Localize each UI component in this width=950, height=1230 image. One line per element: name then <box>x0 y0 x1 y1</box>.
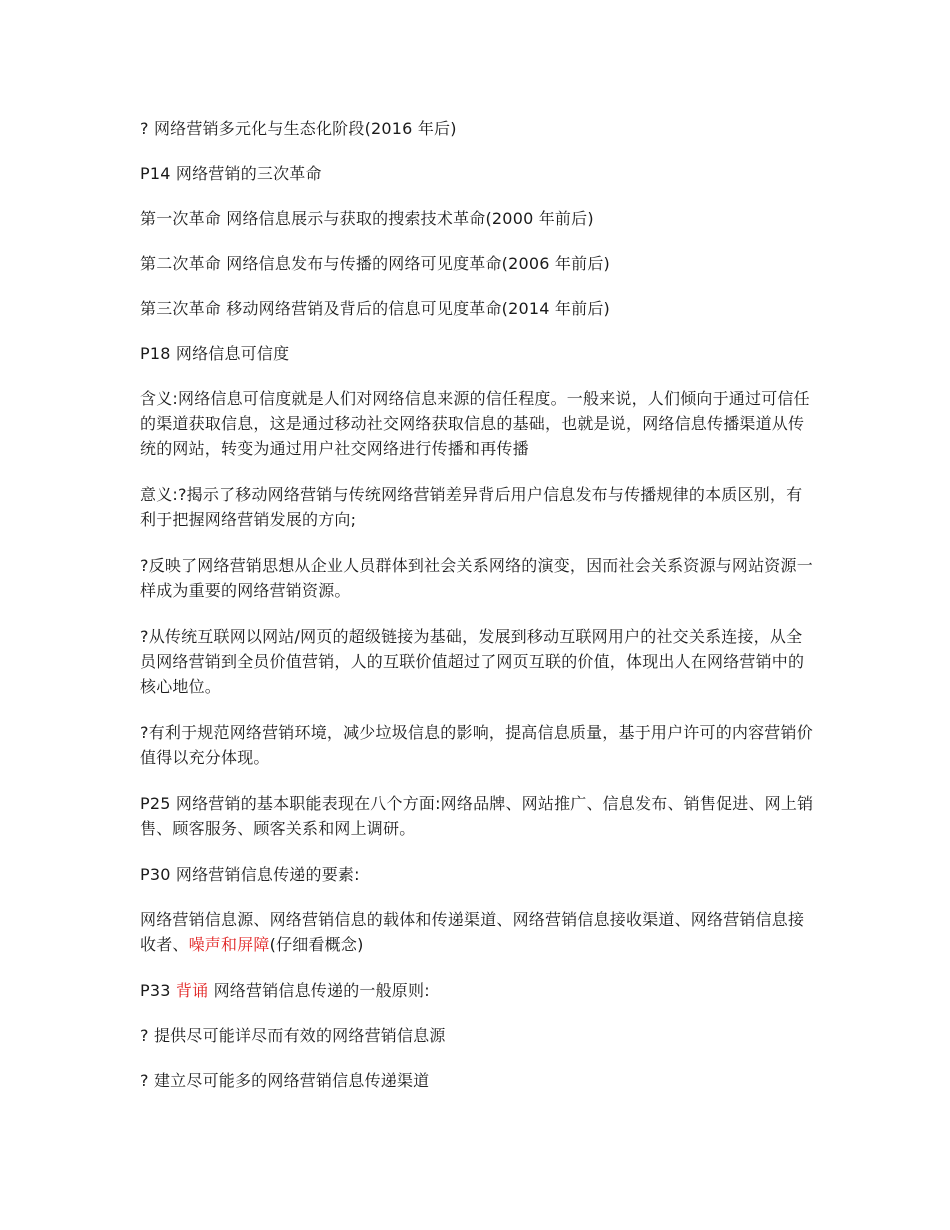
document-body <box>140 116 815 1113</box>
second-revolution: 第二次革命 网络信息发布与传播的网络可见度革命(2006 年前后) <box>140 254 610 273</box>
elements-paragraph <box>140 907 815 957</box>
p33-heading-text: 网络营销信息传递的一般原则: <box>208 981 430 1000</box>
significance-point-social-network: ?反映了网络营销思想从企业人员群体到社会关系网络的演变，因而社会关系资源与网站资源一样成为重要的网络营销资源。 <box>140 556 813 600</box>
elements-highlight-noise-barrier: 噪声和屏障 <box>188 935 270 954</box>
third-revolution: 第三次革命 移动网络营销及背后的信息可见度革命(2014 年前后) <box>140 299 610 318</box>
heading-p18-credibility: P18 网络信息可信度 <box>140 344 290 363</box>
p33-page-ref: P33 <box>140 981 176 1000</box>
credibility-meaning-paragraph: 含义:网络信息可信度就是人们对网络信息来源的信任程度。一般来说，人们倾向于通过可信任的渠道获取信息，这是通过移动社交网络获取信息的基础，也就是说，网络信息传播渠道从传统的网站，转变为通过用户社交网络进行传播和再传播 <box>140 389 810 458</box>
bullet-diversification-stage: ? 网络营销多元化与生态化阶段(2016 年后) <box>140 119 457 138</box>
heading-p14-three-revolutions: P14 网络营销的三次革命 <box>140 164 322 183</box>
heading-p30-elements: P30 网络营销信息传递的要素: <box>140 865 360 884</box>
principle-info-source: ? 提供尽可能详尽而有效的网络营销信息源 <box>140 1026 446 1045</box>
credibility-significance-paragraph: 意义:?揭示了移动网络营销与传统网络营销差异背后用户信息发布与传播规律的本质区别，有利于把握网络营销发展的方向; <box>140 485 803 529</box>
elements-note: (仔细看概念) <box>269 935 364 954</box>
heading-p33-principles <box>140 978 815 1003</box>
significance-point-environment: ?有利于规范网络营销环境，减少垃圾信息的影响，提高信息质量，基于用户许可的内容营销价值得以充分体现。 <box>140 723 813 767</box>
principle-channels: ? 建立尽可能多的网络营销信息传递渠道 <box>140 1071 430 1090</box>
significance-point-mobile-internet: ?从传统互联网以网站/网页的超级链接为基础，发展到移动互联网用户的社交关系连接，从全员网络营销到全员价值营销，人的互联价值超过了网页互联的价值，体现出人在网络营销中的核心地位。 <box>140 627 805 696</box>
p33-highlight-recite: 背诵 <box>175 981 209 1000</box>
p25-basic-functions-paragraph: P25 网络营销的基本职能表现在八个方面:网络品牌、网站推广、信息发布、销售促进、网上销售、顾客服务、顾客关系和网上调研。 <box>140 794 814 838</box>
elements-text: 网络营销信息源、网络营销信息的载体和传递渠道、网络营销信息接收渠道、网络营销信息接收者、 <box>140 910 805 954</box>
first-revolution: 第一次革命 网络信息展示与获取的搜索技术革命(2000 年前后) <box>140 209 594 228</box>
